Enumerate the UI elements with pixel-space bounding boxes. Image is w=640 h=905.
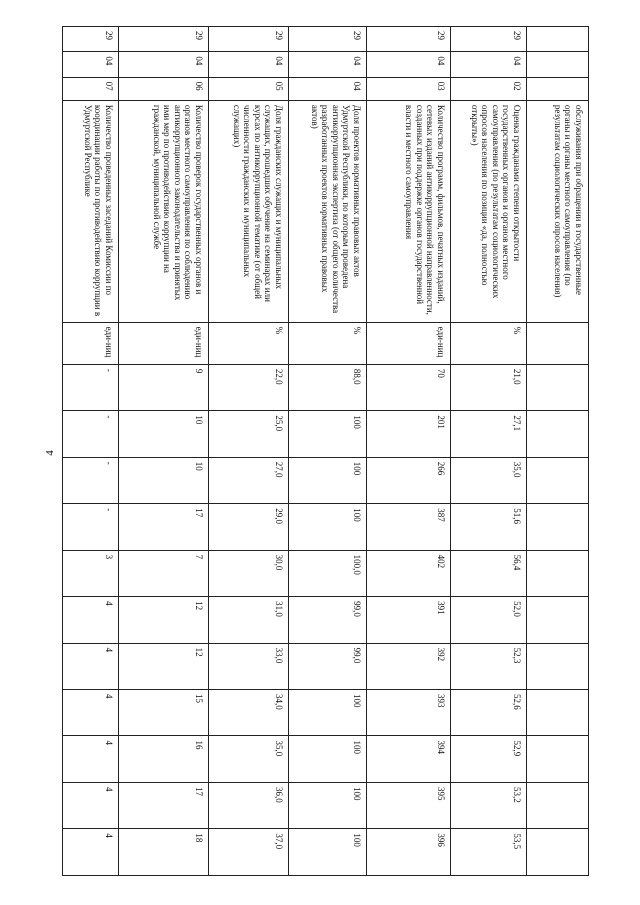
table-row <box>209 27 289 876</box>
code-1-cell: 29 <box>289 27 367 52</box>
code-1-cell: 29 <box>119 27 209 52</box>
value-cell: 33,0 <box>209 643 289 689</box>
code-3-cell: 02 <box>451 77 527 100</box>
value-cell: 52,0 <box>451 597 527 643</box>
unit-cell <box>527 322 589 364</box>
table-row <box>289 27 367 876</box>
value-cell: 396 <box>367 829 451 876</box>
value-cell: 7 <box>119 550 209 596</box>
code-3-cell: 05 <box>209 77 289 100</box>
value-cell: 12 <box>119 597 209 643</box>
indicator-name-cell: Количество проверок государственных органов и органов местного самоуправления по соблюдению антикоррупционного законодательства и принятых ими мер по противодействию коррупции на гражданской, муниципальной службе <box>119 100 209 322</box>
value-cell: 52,3 <box>451 643 527 689</box>
value-cell <box>527 364 589 410</box>
value-cell: 100 <box>289 411 367 457</box>
table-body <box>63 27 589 876</box>
value-cell: 52,9 <box>451 736 527 782</box>
value-cell <box>527 550 589 596</box>
code-2-cell: 04 <box>63 52 119 77</box>
indicator-name-cell: Доля проектов нормативных правовых актов Удмуртской Республики, по которым проведена антикоррупционная экспертиза (от общего количества разработанных проектов нормативных правовых актов) <box>289 100 367 322</box>
value-cell <box>527 782 589 828</box>
code-2-cell: 04 <box>289 52 367 77</box>
value-cell: 391 <box>367 597 451 643</box>
value-cell: 34,0 <box>209 690 289 736</box>
code-1-cell: 29 <box>63 27 119 52</box>
value-cell: 21,0 <box>451 364 527 410</box>
code-3-cell: 07 <box>63 77 119 100</box>
value-cell: 9 <box>119 364 209 410</box>
table-row <box>451 27 527 876</box>
value-cell: 100 <box>289 690 367 736</box>
value-cell: 394 <box>367 736 451 782</box>
value-cell: 36,0 <box>209 782 289 828</box>
table-row <box>367 27 451 876</box>
code-2-cell: 04 <box>451 52 527 77</box>
code-1-cell: 29 <box>367 27 451 52</box>
value-cell: 100 <box>289 736 367 782</box>
code-1-cell: 29 <box>209 27 289 52</box>
value-cell: 266 <box>367 457 451 503</box>
value-cell: 4 <box>63 782 119 828</box>
unit-cell: еди-ниц <box>367 322 451 364</box>
value-cell <box>527 736 589 782</box>
indicators-table <box>62 26 589 876</box>
value-cell: 4 <box>63 597 119 643</box>
value-cell: 18 <box>119 829 209 876</box>
value-cell: - <box>63 457 119 503</box>
value-cell: 53,5 <box>451 829 527 876</box>
value-cell: 201 <box>367 411 451 457</box>
value-cell: 35,0 <box>451 457 527 503</box>
value-cell: 392 <box>367 643 451 689</box>
value-cell <box>527 690 589 736</box>
indicator-name-cell: Оценка гражданами степени открытости государственных органов и органов местного самоуправления (по результатам социологических опросов населения по позиции «да, полностью открыты») <box>451 100 527 322</box>
page-number: 4 <box>44 450 56 456</box>
value-cell: 25,0 <box>209 411 289 457</box>
code-3-cell <box>527 77 589 100</box>
value-cell: 15 <box>119 690 209 736</box>
value-cell: 402 <box>367 550 451 596</box>
value-cell: 3 <box>63 550 119 596</box>
value-cell: 35,0 <box>209 736 289 782</box>
code-3-cell: 04 <box>289 77 367 100</box>
indicator-name-cell: Количество программ, фильмов, печатных изданий, сетевых изданий антикоррупционной направленности, созданных при поддержке органов государственной власти и местного самоуправления <box>367 100 451 322</box>
value-cell: 70 <box>367 364 451 410</box>
value-cell: 56,4 <box>451 550 527 596</box>
rotated-table-container <box>62 26 589 876</box>
value-cell: 4 <box>63 736 119 782</box>
value-cell: 16 <box>119 736 209 782</box>
unit-cell: % <box>289 322 367 364</box>
code-2-cell: 04 <box>367 52 451 77</box>
indicator-name-cell: Доля гражданских служащих и муниципальных служащих, прошедших обучение на семинарах или курсах по антикоррупционной тематике (от общей численности гражданских и муниципальных служащих) <box>209 100 289 322</box>
value-cell: 51,6 <box>451 504 527 550</box>
value-cell: 100 <box>289 457 367 503</box>
value-cell: 395 <box>367 782 451 828</box>
value-cell: 99,0 <box>289 643 367 689</box>
value-cell: 99,0 <box>289 597 367 643</box>
value-cell <box>527 504 589 550</box>
value-cell: 88,0 <box>289 364 367 410</box>
value-cell: 10 <box>119 457 209 503</box>
value-cell: 30,0 <box>209 550 289 596</box>
code-3-cell: 03 <box>367 77 451 100</box>
value-cell: 100 <box>289 782 367 828</box>
code-2-cell <box>527 52 589 77</box>
indicator-name-cell: Количество проведенных заседаний Комиссии по координации работы по противодействию коррупции в Удмуртской Республике <box>63 100 119 322</box>
unit-cell: еди-ниц <box>119 322 209 364</box>
code-2-cell: 04 <box>209 52 289 77</box>
indicator-name-cell: обслуживания при обращении в государственные органы и органы местного самоуправления (по результатам социологических опросов населения) <box>527 100 589 322</box>
value-cell <box>527 411 589 457</box>
value-cell: 22,0 <box>209 364 289 410</box>
value-cell: 100,0 <box>289 550 367 596</box>
value-cell: 37,0 <box>209 829 289 876</box>
unit-cell: % <box>451 322 527 364</box>
code-1-cell <box>527 27 589 52</box>
value-cell: 12 <box>119 643 209 689</box>
value-cell: 27,0 <box>209 457 289 503</box>
value-cell: 4 <box>63 829 119 876</box>
value-cell: 27,1 <box>451 411 527 457</box>
value-cell <box>527 457 589 503</box>
value-cell: 53,2 <box>451 782 527 828</box>
value-cell: 4 <box>63 643 119 689</box>
value-cell: 17 <box>119 504 209 550</box>
table-row <box>527 27 589 876</box>
table-row <box>119 27 209 876</box>
value-cell: 31,0 <box>209 597 289 643</box>
unit-cell: % <box>209 322 289 364</box>
value-cell: 29,0 <box>209 504 289 550</box>
value-cell: 387 <box>367 504 451 550</box>
value-cell: - <box>63 364 119 410</box>
code-3-cell: 06 <box>119 77 209 100</box>
value-cell <box>527 829 589 876</box>
value-cell: 52,6 <box>451 690 527 736</box>
value-cell: 17 <box>119 782 209 828</box>
code-2-cell: 04 <box>119 52 209 77</box>
value-cell: - <box>63 411 119 457</box>
value-cell: - <box>63 504 119 550</box>
value-cell: 393 <box>367 690 451 736</box>
value-cell: 100 <box>289 829 367 876</box>
value-cell <box>527 597 589 643</box>
value-cell: 4 <box>63 690 119 736</box>
code-1-cell: 29 <box>451 27 527 52</box>
table-row <box>63 27 119 876</box>
unit-cell: еди-ниц <box>63 322 119 364</box>
value-cell: 10 <box>119 411 209 457</box>
value-cell <box>527 643 589 689</box>
value-cell: 100 <box>289 504 367 550</box>
